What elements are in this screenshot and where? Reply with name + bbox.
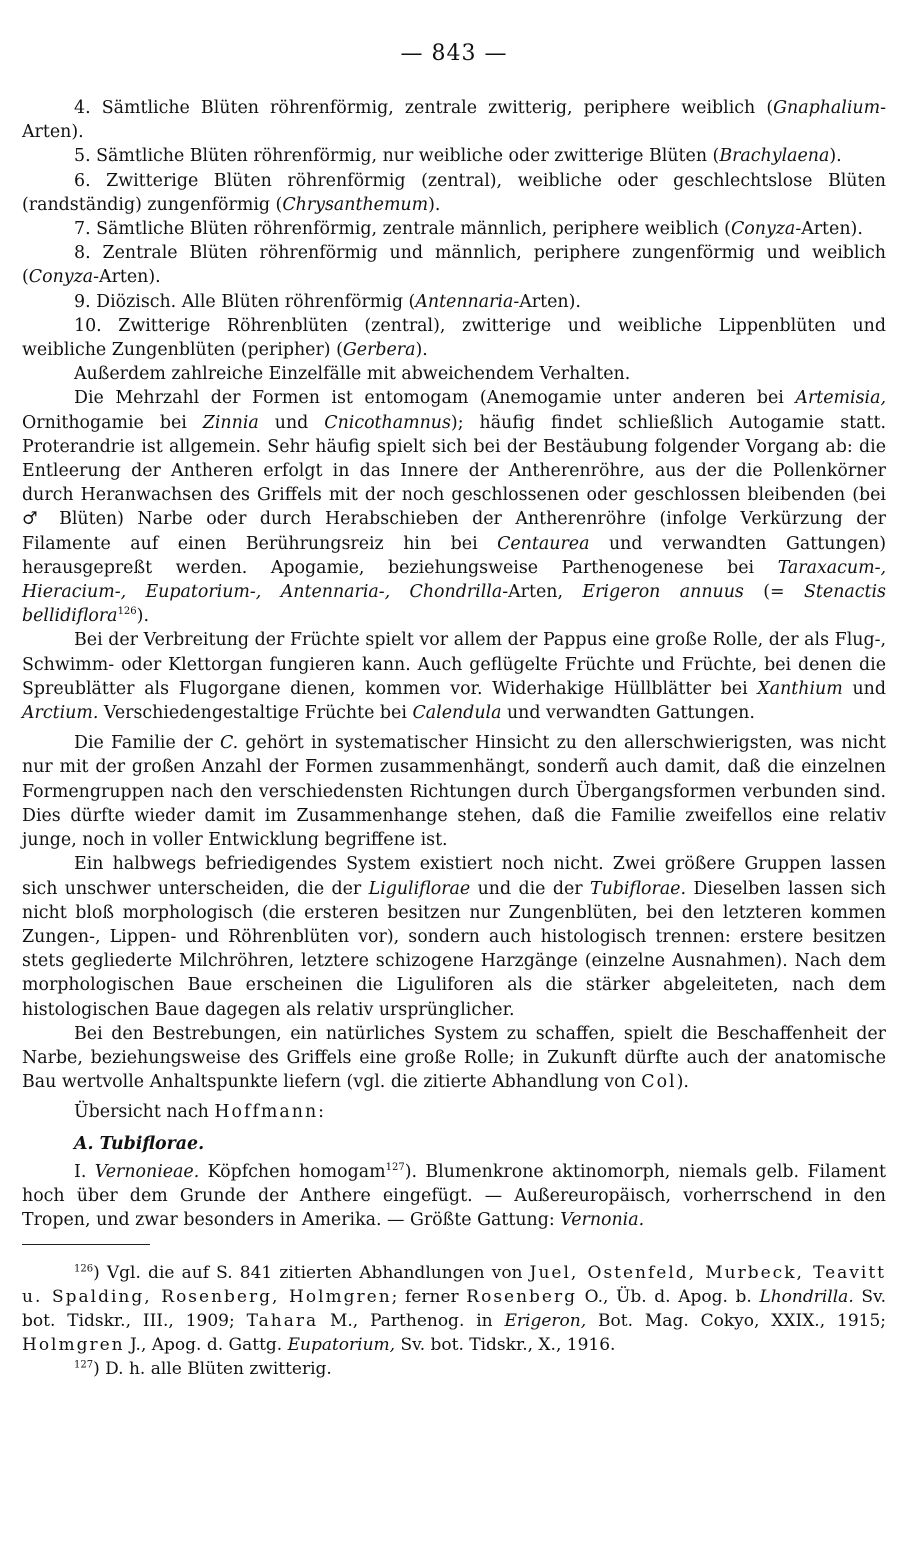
- paragraph-system: Ein halbwegs befriedigendes System existiert noch nicht. Zwei größere Gruppen lassen sich unschwer unterscheiden, die der Liguliflorae und die der Tubiflorae. Dieselben lassen sich nicht bloß morphologisch (die ersteren besitzen nur Zungenblüten, bei den letzteren kommen Zungen-, Lippen- und Röhrenblüten vor), sondern auch histologisch trennen: erstere besitzen stets gegliederte Milchröhren, letztere schizogene Harzgänge (einzelne Ausnahmen). Nach dem morphologischen Baue erscheinen die Liguliforen als die stärker abgeleiteten, nach dem histologischen Baue dagegen als relativ ursprünglicher.: [22, 854, 887, 1020]
- paragraph-verbreitung: Bei der Verbreitung der Früchte spielt vor allem der Pappus eine große Rolle, der als Flug-, Schwimm- oder Klettorgan fungieren kann. Auch geflügelte Früchte und Früchte, bei denen die Spreublätter als Flugorgane dienen, kommen vor. Widerhakige Hüllblätter bei Xanthium und Arctium. Verschiedengestaltige Früchte bei Calendula und verwandten Gattungen.: [22, 630, 886, 724]
- footnote-ref-126: 126: [117, 606, 137, 618]
- footnote-ref-127: 127: [385, 1161, 405, 1173]
- paragraph-uebersicht: Übersicht nach Hoffmann:: [74, 1102, 325, 1123]
- list-item-5: 5. Sämtliche Blüten röhrenförmig, nur weibliche oder zwitterige Blüten (Brachylaena).: [74, 146, 842, 167]
- list-item-9: 9. Diözisch. Alle Blüten röhrenförmig (Antennaria-Arten).: [74, 291, 581, 312]
- footnote-126: $^{126}$) Vgl. die auf S. 841 zitierten Abhandlungen von Juel, Ostenfeld, Murbeck, Teavitt u. Spalding, Rosenberg, Holmgren; ferner Rosenberg O., Üb. d. Apog. b. Lhondrilla. Sv. bot. Tidskr., III., 1909; Tahara M., Parthenog. in Erigeron, Bot. Mag. Cokyo, XXIX., 1915; Holmgren J., Apog. d. Gattg. Eupatorium, Sv. bot. Tidskr., X., 1916.: [22, 1263, 886, 1356]
- paragraph-familie: Die Familie der C. gehört in systematischer Hinsicht zu den allerschwierigsten, was nicht nur mit der großen Anzahl der Formen zusammenhängt, sonderñ auch damit, daß die einzelnen Formengruppen nach den verschiedensten Richtungen durch Übergangsformen verbunden sind. Dies dürfte wieder damit im Zusammenhange stehen, daß die Familie zweifellos eine relativ junge, noch in voller Entwicklung begriffene ist.: [22, 733, 886, 851]
- list-item-8: 8. Zentrale Blüten röhrenförmig und männlich, periphere zungenförmig und weiblich (Conyza-Arten).: [22, 243, 886, 288]
- paragraph-ausserdem: Außerdem zahlreiche Einzelfälle mit abweichendem Verhalten.: [74, 364, 631, 385]
- page-content: [22, 0, 886, 1381]
- list-item-6: 6. Zwitterige Blüten röhrenförmig (zentral), weibliche oder geschlechtslose Blüten (randständig) zungenförmig (Chrysanthemum).: [22, 170, 886, 215]
- list-item-4: 4. Sämtliche Blüten röhrenförmig, zentrale zwitterig, periphere weiblich (Gnaphalium-Arten).: [22, 98, 886, 143]
- main-text: [22, 96, 886, 1232]
- footnote-127: $^{127}$) D. h. alle Blüten zwitterig.: [74, 1359, 332, 1380]
- paragraph-bestrebungen: Bei den Bestrebungen, ein natürliches System zu schaffen, spielt die Beschaffenheit der Narbe, beziehungsweise des Griffels eine große Rolle; in Zukunft dürfte auch der anatomische Bau wertvolle Anhaltspunkte liefern (vgl. die zitierte Abhandlung von Col).: [22, 1023, 886, 1093]
- paragraph-vernonieae: I. Vernonieae. Köpfchen homogam$^{127}$). Blumenkrone aktinomorph, niemals gelb. Filament hoch über dem Grunde der Anthere eingefügt. — Außereuropäisch, vorherrschend in den Tropen, und zwar besonders in Amerika. — Größte Gattung: Vernonia.: [22, 1161, 886, 1231]
- list-item-10: 10. Zwitterige Röhrenblüten (zentral), zwitterige und weibliche Lippenblüten und weibliche Zungenblüten (peripher) (Gerbera).: [22, 315, 886, 361]
- page-number: — 843 —: [400, 41, 508, 66]
- section-heading: A. Tubiflorae.: [74, 1133, 205, 1154]
- paragraph-bestaeubung: Die Mehrzahl der Formen ist entomogam (Anemogamie unter anderen bei Artemisia, Ornithogamie bei Zinnia und Cnicothamnus); häufig findet schließlich Autogamie statt. Proterandrie ist allgemein. Sehr häufig spielt sich bei der Bestäubung folgender Vorgang ab: die Entleerung der Antheren erfolgt in das Innere der Antherenröhre, aus der die Pollenkörner durch Heranwachsen des Griffels mit der noch geschlossenen oder geschlossen bleibenden (bei ♂ Blüten) Narbe oder durch Herabschieben der Antherenröhre (infolge Verkürzung der Filamente auf einen Berührungsreiz hin bei Centaurea und verwandten Gattungen) herausgepreßt werden. Apogamie, beziehungsweise Parthenogenese bei Taraxacum-, Hieracium-, Eupatorium-, Antennaria-, Chondrilla-Arten, Erigeron annuus (= Stenactis bellidiflora$^{126}$).: [22, 388, 886, 627]
- list-item-7: 7. Sämtliche Blüten röhrenförmig, zentrale männlich, periphere weiblich (Conyza-Arten).: [74, 219, 863, 240]
- footnotes: [22, 1261, 886, 1381]
- footnote-divider: [22, 1244, 150, 1245]
